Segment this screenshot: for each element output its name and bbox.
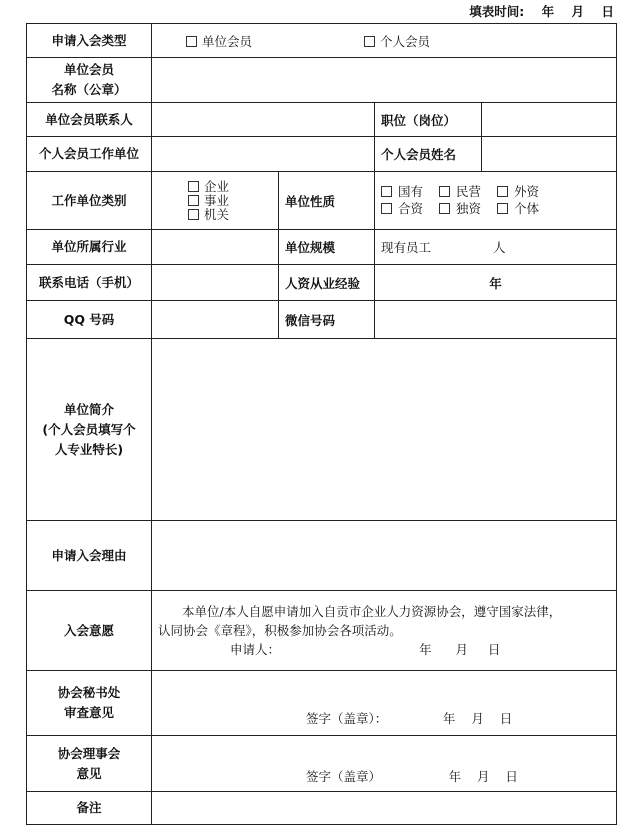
nature-joint-venture-text: 合资 — [398, 201, 424, 216]
row-industry — [27, 230, 617, 265]
intro-label — [27, 339, 152, 521]
checkbox-icon[interactable] — [188, 209, 199, 220]
nature-private[interactable] — [439, 184, 487, 199]
year-unit: 年 — [489, 275, 502, 291]
row-intro — [27, 339, 617, 521]
nature-state-owned[interactable] — [381, 184, 429, 199]
individual-unit-label: 个人会员工作单位 — [27, 137, 152, 172]
category-institution[interactable] — [158, 194, 272, 208]
unit-name-field[interactable] — [152, 58, 617, 103]
fill-time-label: 填表时间: — [469, 4, 525, 19]
application-type-label: 申请入会类型 — [27, 24, 152, 58]
row-individual-unit — [27, 137, 617, 172]
row-category — [27, 172, 617, 230]
unit-category-options — [152, 172, 279, 230]
membership-application-form — [26, 23, 617, 825]
position-label: 职位（岗位） — [375, 103, 482, 137]
checkbox-icon[interactable] — [186, 36, 197, 47]
checkbox-icon[interactable] — [364, 36, 375, 47]
position-field[interactable] — [482, 103, 617, 137]
intro-label-line3: 人专业特长) — [54, 441, 124, 457]
secretariat-field[interactable] — [152, 671, 617, 736]
category-enterprise-text: 企业 — [204, 178, 230, 194]
intro-label-line2: (个人会员填写个 — [42, 421, 136, 437]
intent-month: 月 — [455, 642, 468, 657]
row-unit-name — [27, 58, 617, 103]
nature-individual[interactable] — [497, 201, 545, 216]
checkbox-icon[interactable] — [381, 203, 392, 214]
wechat-field[interactable] — [375, 301, 617, 339]
contact-field[interactable] — [152, 103, 375, 137]
row-intent — [27, 591, 617, 671]
category-enterprise[interactable] — [158, 180, 272, 194]
nature-joint-venture[interactable] — [381, 201, 429, 216]
wechat-label: 微信号码 — [279, 301, 375, 339]
category-institution-text: 事业 — [204, 192, 230, 208]
secretariat-label-line2: 审查意见 — [63, 705, 114, 720]
fill-day: 日 — [601, 4, 614, 19]
fill-month: 月 — [571, 4, 585, 19]
unit-member-text: 单位会员 — [202, 33, 253, 49]
council-label-line2: 意见 — [76, 765, 102, 781]
secretariat-sign-label: 签字（盖章）： — [306, 711, 388, 726]
intent-day: 日 — [487, 642, 501, 657]
individual-unit-field[interactable] — [152, 137, 375, 172]
nature-private-text: 民营 — [456, 184, 482, 199]
checkbox-icon[interactable] — [497, 203, 508, 214]
applicant-label: 申请人： — [230, 642, 281, 657]
nature-foreign[interactable] — [497, 184, 545, 199]
council-label — [27, 736, 152, 792]
checkbox-icon[interactable] — [188, 181, 199, 192]
unit-name-label-line2: 名称（公章） — [51, 82, 127, 97]
unit-name-label — [27, 58, 152, 103]
unit-category-label: 工作单位类别 — [27, 172, 152, 230]
fill-year: 年 — [541, 4, 555, 19]
hr-experience-field[interactable] — [375, 265, 617, 301]
secretariat-label-line1: 协会秘书处 — [57, 685, 121, 700]
intent-line1: 本单位/本人自愿申请加入自贡市企业人力资源协会，遵守国家法律， — [182, 604, 562, 619]
industry-field[interactable] — [152, 230, 279, 265]
secretariat-year: 年 — [442, 711, 456, 726]
nature-foreign-text: 外资 — [514, 184, 540, 199]
checkbox-icon[interactable] — [497, 186, 508, 197]
secretariat-sign-line — [158, 709, 610, 727]
application-type-options — [152, 24, 617, 58]
row-phone — [27, 265, 617, 301]
unit-member-option[interactable] — [186, 34, 252, 49]
reason-label: 申请入会理由 — [27, 521, 152, 591]
council-month: 月 — [477, 769, 490, 784]
hr-experience-label: 人资从业经验 — [279, 265, 375, 301]
row-secretariat — [27, 671, 617, 736]
council-sign-line — [158, 767, 610, 785]
checkbox-icon[interactable] — [439, 186, 450, 197]
qq-field[interactable] — [152, 301, 279, 339]
nature-sole-proprietor-text: 独资 — [456, 201, 482, 216]
intro-field[interactable] — [152, 339, 617, 521]
council-sign-label: 签字（盖章） — [306, 769, 382, 784]
row-remark — [27, 792, 617, 825]
applicant-line — [158, 640, 610, 659]
secretariat-day: 日 — [499, 711, 513, 726]
employees-text: 现有员工 — [381, 240, 432, 255]
row-qq — [27, 301, 617, 339]
intro-label-line1: 单位简介 — [63, 401, 114, 417]
council-day: 日 — [505, 769, 518, 784]
nature-state-owned-text: 国有 — [398, 184, 424, 199]
intent-label: 入会意愿 — [27, 591, 152, 671]
nature-individual-text: 个体 — [514, 201, 540, 216]
intent-year: 年 — [419, 642, 432, 657]
individual-name-label: 个人会员姓名 — [375, 137, 482, 172]
contact-label: 单位会员联系人 — [27, 103, 152, 137]
row-council — [27, 736, 617, 792]
person-unit: 人 — [493, 240, 506, 255]
industry-label: 单位所属行业 — [27, 230, 152, 265]
reason-field[interactable] — [152, 521, 617, 591]
remark-field[interactable] — [152, 792, 617, 825]
category-government-text: 机关 — [204, 206, 230, 222]
intent-line2: 认同协会《章程》，积极参加协会各项活动。 — [158, 623, 402, 638]
council-year: 年 — [448, 769, 462, 784]
checkbox-icon[interactable] — [188, 195, 199, 206]
council-field[interactable] — [152, 736, 617, 792]
secretariat-month: 月 — [471, 711, 484, 726]
nature-row-2 — [381, 202, 610, 216]
unit-name-label-line1: 单位会员 — [63, 62, 114, 77]
row-reason — [27, 521, 617, 591]
row-contact — [27, 103, 617, 137]
row-application-type — [27, 24, 617, 58]
unit-nature-options — [375, 172, 617, 230]
unit-scale-label: 单位规模 — [279, 230, 375, 265]
secretariat-label — [27, 671, 152, 736]
fill-time-header — [469, 2, 614, 20]
checkbox-icon[interactable] — [439, 203, 450, 214]
category-government[interactable] — [158, 208, 272, 222]
individual-member-option[interactable] — [364, 34, 430, 49]
checkbox-icon[interactable] — [381, 186, 392, 197]
intent-statement — [152, 591, 617, 671]
nature-sole-proprietor[interactable] — [439, 201, 487, 216]
phone-label: 联系电话（手机） — [27, 265, 152, 301]
unit-scale-field[interactable] — [375, 230, 617, 265]
council-label-line1: 协会理事会 — [57, 745, 121, 761]
unit-nature-label: 单位性质 — [279, 172, 375, 230]
individual-member-text: 个人会员 — [380, 33, 431, 49]
nature-row-1 — [381, 185, 610, 199]
remark-label: 备注 — [27, 792, 152, 825]
qq-label: QQ 号码 — [27, 301, 152, 339]
individual-name-field[interactable] — [482, 137, 617, 172]
phone-field[interactable] — [152, 265, 279, 301]
